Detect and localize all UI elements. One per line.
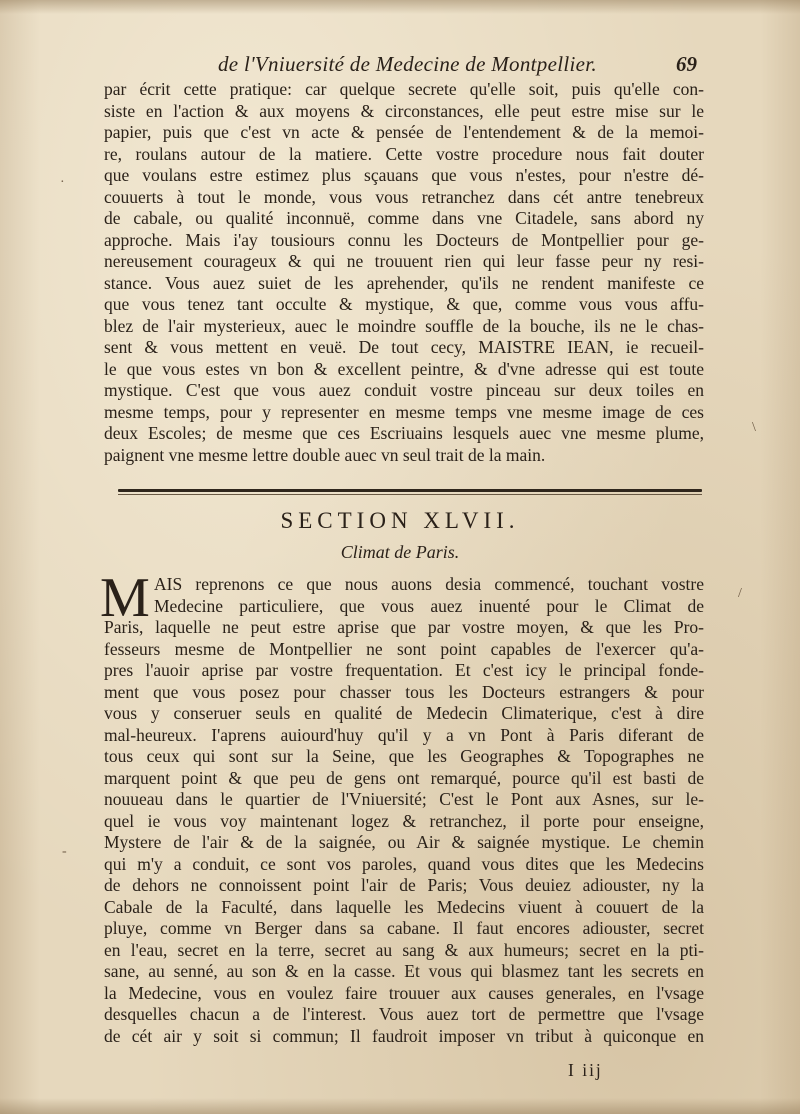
margin-dot: - [62, 844, 67, 859]
text-line: Mystere de l'air & de la saignée, ou Air & saignée mystique. Le chemin [104, 832, 704, 852]
text-line: quel ie vous voy maintenant logez & retranchez, il porte pour enseigne, [104, 810, 704, 831]
text-line: Medecine particuliere, que vous auez inuenté pour le Climat de [154, 595, 704, 616]
text-line: en l'eau, secret en la terre, secret au sang & aux humeurs; secret en la pti- [104, 939, 704, 960]
text-line: qui m'y a conduit, ce sont vos paroles, quand vous dites que les Medecins [104, 853, 704, 874]
section-divider-rule [118, 489, 702, 492]
margin-dot: / [738, 586, 742, 601]
text-line: AIS reprenons ce que nous auons desia commencé, touchant vostre [154, 574, 704, 594]
text-line: mystique. C'est que vous auez conduit vostre pinceau sur deux toiles en [104, 380, 704, 400]
text-line: tous ceux qui sont sur la Seine, que les Geographes & Topographes ne [104, 746, 704, 766]
text-line: papier, puis que c'est vn acte & pensée de l'entendement & de la memoi- [104, 122, 704, 142]
text-line: le que vous estes vn bon & excellent peintre, & d'vne adresse qui est toute [104, 358, 704, 379]
text-line: couuerts à tout le monde, vous vous retranchez dans cét antre tenebreux [104, 186, 704, 207]
text-line: mal-heureux. I'aprens auiourd'huy qu'il y a vn Pont à Paris diferant de [104, 724, 704, 745]
text-line: pres l'auoir aprise par vostre frequentation. Et c'est icy le principal fonde- [104, 660, 704, 680]
preceding-paragraph [104, 79, 704, 466]
text-line: Cabale de la Faculté, dans laquelle les Medecins viuent à couuert de la [104, 896, 704, 917]
text-line: sane, au senné, au son & en la casse. Et vous qui blasmez tant les secrets en [104, 961, 704, 981]
text-line: desquelles chacun a de l'interest. Vous auez tort de permettre que l'vsage [104, 1004, 704, 1024]
margin-dot: · [60, 175, 65, 190]
margin-dot: \ [752, 420, 756, 435]
text-line: ment que vous posez pour chasser tous les Docteurs estrangers & pour [104, 681, 704, 702]
page-top-shadow [0, 0, 800, 14]
text-line: blez de l'air mysterieux, auec le moindre souffle de la bouche, ils ne le chas- [104, 315, 704, 336]
text-line: approche. Mais i'ay tousiours connu les Docteurs de Montpellier pour ge- [104, 229, 704, 250]
section-paragraph [104, 574, 704, 1047]
text-line: re, roulans autour de la matiere. Cette vostre procedure nous fait douter [104, 143, 704, 164]
text-line: sent & vous mettent en veuë. De tout cecy, MAISTRE IEAN, ie recueil- [104, 337, 704, 357]
drop-cap-initial: M [100, 567, 150, 629]
signature-mark: I iij [568, 1060, 603, 1080]
text-line: de dehors ne connoissent point l'air de Paris; Vous deuiez adiouster, ny la [104, 875, 704, 895]
text-line: deux Escoles; de mesme que ces Escriuains lesquels auec vne mesme plume, [104, 423, 704, 443]
text-line: que voulans estre estimez plus sçauans que vous n'estes, pour n'estre dé- [104, 165, 704, 185]
page-bottom-shadow [0, 1098, 800, 1114]
running-head: de l'Vniuersité de Medecine de Montpellier. [218, 52, 597, 76]
section-divider-rule-thin [118, 494, 702, 495]
text-line: Paris, laquelle ne peut estre aprise que par vostre moyen, & que les Pro- [104, 617, 704, 637]
text-line: vous y conseruer seuls en qualité de Medecin Climaterique, c'est à dire [104, 703, 704, 723]
text-line: que vous tenez tant occulte & mystique, & que, comme vous vous affu- [104, 294, 704, 314]
text-line: stance. Vous auez suiet de les aprehender, qu'ils ne rendent manifeste ce [104, 272, 704, 293]
text-line: pluye, comme vn Berger dans sa cabane. Il faut encores adiouster, secret [104, 918, 704, 938]
text-line: paignent vne mesme lettre double auec vn seul trait de la main. [104, 444, 546, 465]
text-line: siste en l'action & aux moyens & circonstances, elle peut estre mise sur le [104, 100, 704, 121]
text-line: fesseurs mesme de Montpellier ne sont point capables de l'exercer qu'a- [104, 638, 704, 659]
text-line: nereusement courageux & qui ne trouuent rien qui leur fasse peur ny resi- [104, 251, 704, 271]
text-line: mesme temps, pour y representer en mesme temps vne mesme image de ces [104, 401, 704, 422]
page-number: 69 [676, 52, 697, 76]
section-heading: SECTION XLVII. [280, 508, 520, 533]
text-line: nouueau dans le quartier de l'Vniuersité; C'est le Pont aux Asnes, sur le- [104, 789, 704, 809]
text-line: par écrit cette pratique: car quelque secrete qu'elle soit, puis qu'elle con- [104, 79, 704, 99]
text-line: de cabale, ou qualité inconnuë, comme dans vne Citadele, sans abord ny [104, 208, 704, 228]
section-subtitle: Climat de Paris. [340, 542, 460, 562]
text-line: marquent point & que peu de gens ont remarqué, pource qu'il est basti de [104, 767, 704, 788]
text-line: la Medecine, vous en voulez faire trouuer aux causes generales, en l'vsage [104, 982, 704, 1003]
text-line: de cét air y soit si commun; Il faudroit imposer vn tribut à quiconque en [104, 1025, 704, 1046]
